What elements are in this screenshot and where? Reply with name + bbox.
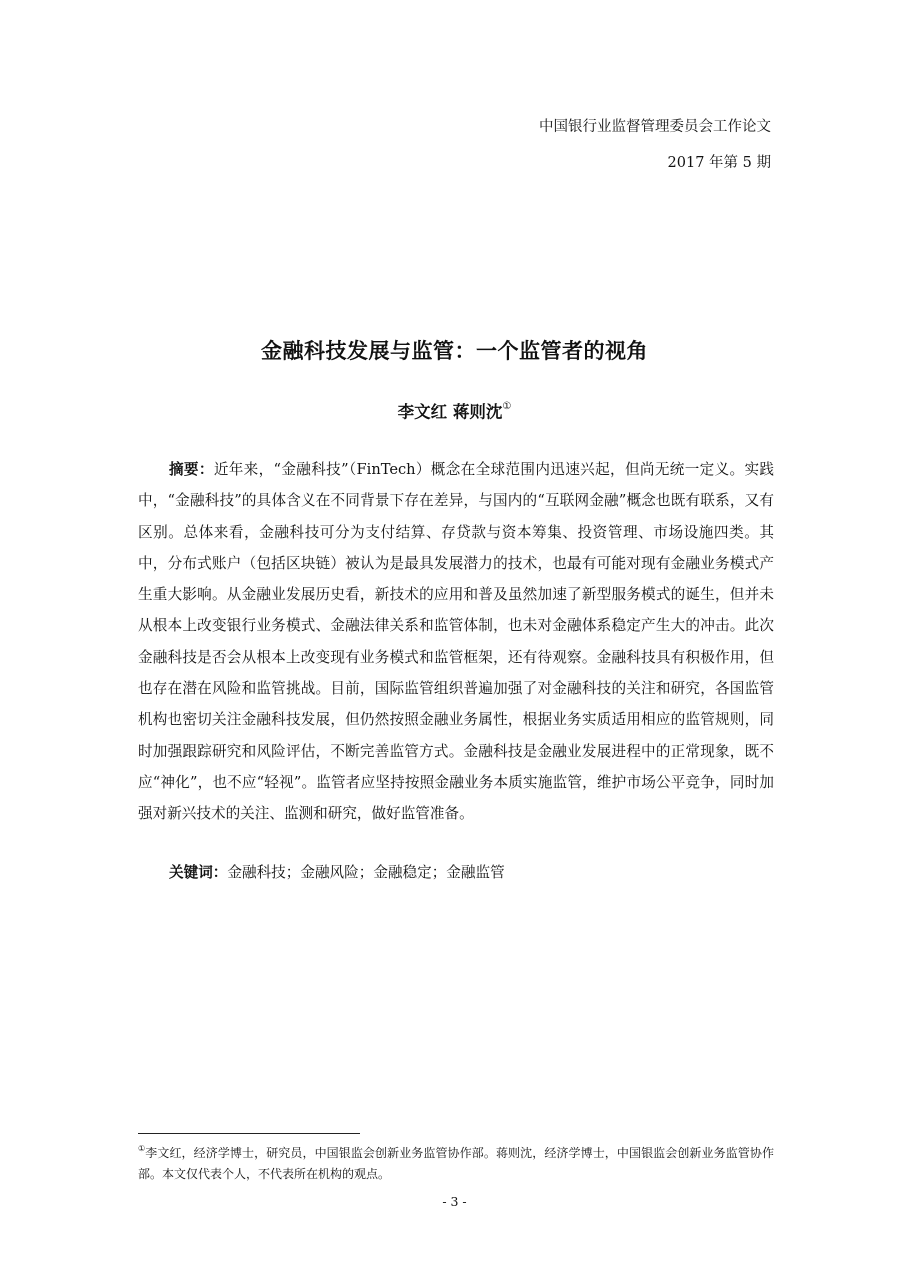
- footnote-text: 李文红，经济学博士，研究员，中国银监会创新业务监管协作部。蒋则沈，经济学博士，中国银监会创新业务监管协作部。本文仅代表个人，不代表所在机构的观点。: [138, 1146, 774, 1181]
- page-number: - 3 -: [442, 1194, 467, 1209]
- author-footnote-marker[interactable]: ①: [502, 401, 512, 412]
- header-issue: 2017 年第 5 期: [667, 155, 771, 171]
- author-names: 李文红 蒋则沈: [397, 402, 503, 422]
- abstract-label: 摘要：: [169, 461, 214, 478]
- header-organization: 中国银行业监督管理委员会工作论文: [539, 119, 771, 135]
- abstract-paragraph: [138, 454, 774, 830]
- footnote-marker: ①: [138, 1144, 146, 1153]
- keywords-label: 关键词：: [169, 864, 228, 881]
- author-line: [0, 397, 909, 425]
- keywords-line: [169, 859, 505, 887]
- footnote: [138, 1139, 774, 1185]
- abstract-text: 近年来，“金融科技”（FinTech）概念在全球范围内迅速兴起，但尚无统一定义。实践中，“金融科技”的具体含义在不同背景下存在差异，与国内的“互联网金融”概念也既有联系，又有区别。总体来看，金融科技可分为支付结算、存贷款与资本筹集、投资管理、市场设施四类。其中，分布式账户（包括区块链）被认为是最具发展潜力的技术，也最有可能对现有金融业务模式产生重大影响。从金融业发展历史看，新技术的应用和普及虽然加速了新型服务模式的诞生，但并未从根本上改变银行业务模式、金融法律关系和监管体制，也未对金融体系稳定产生大的冲击。此次金融科技是否会从根本上改变现有业务模式和监管框架，还有待观察。金融科技具有积极作用，但也存在潜在风险和监管挑战。目前，国际监管组织普遍加强了对金融科技的关注和研究，各国监管机构也密切关注金融科技发展，但仍然按照金融业务属性，根据业务实质适用相应的监管规则，同时加强跟踪研究和风险评估，不断完善监管方式。金融科技是金融业发展进程中的正常现象，既不应“神化”，也不应“轻视”。监管者应坚持按照金融业务本质实施监管，维护市场公平竞争，同时加强对新兴技术的关注、监测和研究，做好监管准备。: [138, 461, 774, 823]
- footnote-divider: [138, 1133, 360, 1134]
- paper-title: 金融科技发展与监管：一个监管者的视角: [261, 339, 648, 363]
- keywords-text: 金融科技；金融风险；金融稳定；金融监管: [227, 864, 505, 881]
